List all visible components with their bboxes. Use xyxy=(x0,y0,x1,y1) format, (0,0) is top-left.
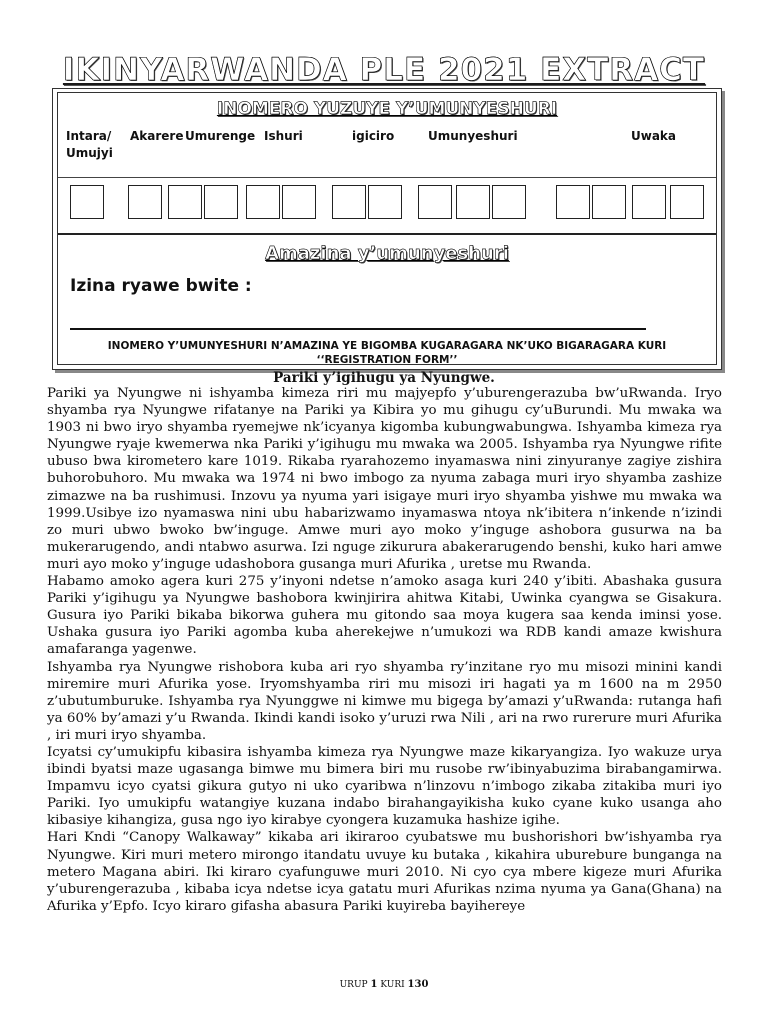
page-footer xyxy=(0,979,768,990)
footer-prefix: URUP xyxy=(339,980,368,990)
col-umurenge: Umurenge xyxy=(185,129,256,143)
footer-total: 130 xyxy=(407,979,429,990)
divider xyxy=(58,177,716,178)
digit-box[interactable] xyxy=(246,185,280,219)
student-id-form xyxy=(52,88,722,370)
digit-box[interactable] xyxy=(670,185,704,219)
passage-paragraph: Hari Kndi “Canopy Walkaway” kikaba ari ikiraroo cyubatswe mu bushorishori bw’ishyamba rya Nyungwe. Kiri muri metero mirongo itandatu uvuye ku butaka , kikahira uburebure bunganga na metero Magana abiri. Iki kiraro cyafunguwe muri 2010. Ni cyo cya mbere kigeze muri Afurika y’uburengerazuba , kibaba icya ndetse icya gatatu muri Afurikas nzima nyuma ya Gana(Ghana) na Afurika y’Epfo. Icyo kiraro gifasha abasura Pariki kuyireba bayihereye xyxy=(47,830,722,914)
digit-box[interactable] xyxy=(368,185,402,219)
digit-box[interactable] xyxy=(418,185,452,219)
digit-box[interactable] xyxy=(128,185,162,219)
id-section-title: INOMERO YUZUYE Y’UMUNYESHURI xyxy=(216,99,558,119)
name-label: Izina ryawe bwite : xyxy=(70,276,252,296)
registration-note xyxy=(58,339,716,367)
passage-title: Pariki y’igihugu ya Nyungwe. xyxy=(273,370,495,386)
col-intara: Intara/ Umujyi xyxy=(66,129,113,160)
note-line-1: INOMERO Y’UMUNYESHURI N’AMAZINA YE BIGOMBA KUGARAGARA NK’UKO BIGARAGARA KURI xyxy=(107,340,667,352)
digit-box[interactable] xyxy=(332,185,366,219)
id-digit-boxes xyxy=(70,185,706,223)
page-title: IKINYARWANDA PLE 2021 EXTRACT xyxy=(62,52,706,88)
col-igiciro: igiciro xyxy=(352,129,395,143)
digit-box[interactable] xyxy=(70,185,104,219)
digit-box[interactable] xyxy=(204,185,238,219)
digit-box[interactable] xyxy=(632,185,666,219)
passage-paragraph: Icyatsi cy’umukipfu kibasira ishyamba kimeza rya Nyungwe maze kikaryangiza. Iyo wakuze urya ibindi byatsi maze ugasanga bimwe mu bimera biri mu rusobe rw’ibinyabuzima birabangamirwa. Impamvu icyo cyatsi gikura gutyo ni uko cyaribwa n’linzovu n’imbogo zikaba zitakiba muri iyo Pariki. Iyo umukipfu watangiye kuzana indabo birahangayikisha kuko cyane kuko usanga aho kibasiye kihangiza, gusa ngo iyo kirabye cyongera kuzamuka hashize igihe. xyxy=(47,744,722,829)
passage-body xyxy=(47,385,722,915)
digit-box[interactable] xyxy=(456,185,490,219)
col-akarere: Akarere xyxy=(130,129,184,143)
footer-page: 1 xyxy=(370,979,378,990)
section-divider xyxy=(58,233,716,235)
footer-sep: KURI xyxy=(380,980,405,990)
passage-paragraph: Ishyamba rya Nyungwe rishobora kuba ari ryo shyamba ry’inzitane ryo mu misozi minini kandi miremire muri Afurika yose. Iryomshyamba riri mu misozi iri hagati ya m 1600 na m 2950 z’ubutumburuke. Ishyamba rya Nyunggwe ni kimwe mu bigega by’amazi y’uRwanda: rutanga hafi ya 60% by’amazi y’u Rwanda. Ikindi kandi isoko y’uruzi rwa Nili , ari na rwo rurerure muri Afurika , iri muri iryo shyamba. xyxy=(47,659,722,743)
note-line-2: ‘‘REGISTRATION FORM’’ xyxy=(316,354,458,366)
digit-box[interactable] xyxy=(282,185,316,219)
col-ishuri: Ishuri xyxy=(264,129,303,143)
col-umunyeshuri: Umunyeshuri xyxy=(428,129,518,143)
digit-box[interactable] xyxy=(168,185,202,219)
col-uwaka: Uwaka xyxy=(631,129,677,143)
digit-box[interactable] xyxy=(556,185,590,219)
name-section-title: Amazina y’umunyeshuri xyxy=(265,243,509,264)
passage-paragraph: Habamo amoko agera kuri 275 y’inyoni ndetse n’amoko asaga kuri 240 y’ibiti. Abashaka gusura Pariki y’igihugu ya Nyungwe bashobora kwinjirira ahitwa Kitabi, Uwinka cyangwa se Gisakura. Gusura iyo Pariki bikaba bikorwa guhera mu gitondo saa moya kugera saa kenda iminsi yose. Ushaka gusura iyo Pariki agomba kuba aherekejwe n’umukozi wa RDB kandi amaze kwishura amafaranga yagenwe. xyxy=(47,574,722,658)
digit-box[interactable] xyxy=(492,185,526,219)
passage-paragraph: Pariki ya Nyungwe ni ishyamba kimeza riri mu majyepfo y’uburengerazuba bw’uRwanda. Iryo shyamba rya Nyungwe rifatanye na Pariki ya Kibira yo mu gihugu cy’uBurundi. Mu mwaka wa 1903 ni bwo iryo shyamba ryemejwe nk’icyanya kigomba kubungwabungwa. Ishyamba kimeza rya Nyungwe ryaje kwemerwa nka Pariki y’igihugu mu mwaka wa 2005. Ishyamba rya Nyungwe rifite ubuso bwa kirometero kare 1019. Rikaba ryarahozemo inyamaswa nini zinyuranye zagiye zishira buhorobuhoro. Mu mwaka wa 1974 ni bwo imbogo za nyuma zabaga muri iryo shyamba zashize zimazwe na ba rushimusi. Inzovu ya nyuma yari isigaye muri iryo shyamba yishwe mu mwaka wa 1999.Usibye izo nyamaswa nini ubu habarizwamo inyamaswa ntoya nk’ibitera n’inkende n’izindi zo muri ubwo bwoko bw’inguge. Amwe muri ayo moko y’inguge ashobora gusurwa na ba mukerarugendo, andi ntabwo asurwa. Izi nguge zikurura abakerarugendo benshi, kuko hari amwe muri ayo moko y’inguge udashobora gusanga muri Afurika , uretse mu Rwanda. xyxy=(47,386,722,572)
name-write-line[interactable] xyxy=(70,328,646,330)
student-id-form-inner xyxy=(57,92,717,365)
digit-box[interactable] xyxy=(592,185,626,219)
